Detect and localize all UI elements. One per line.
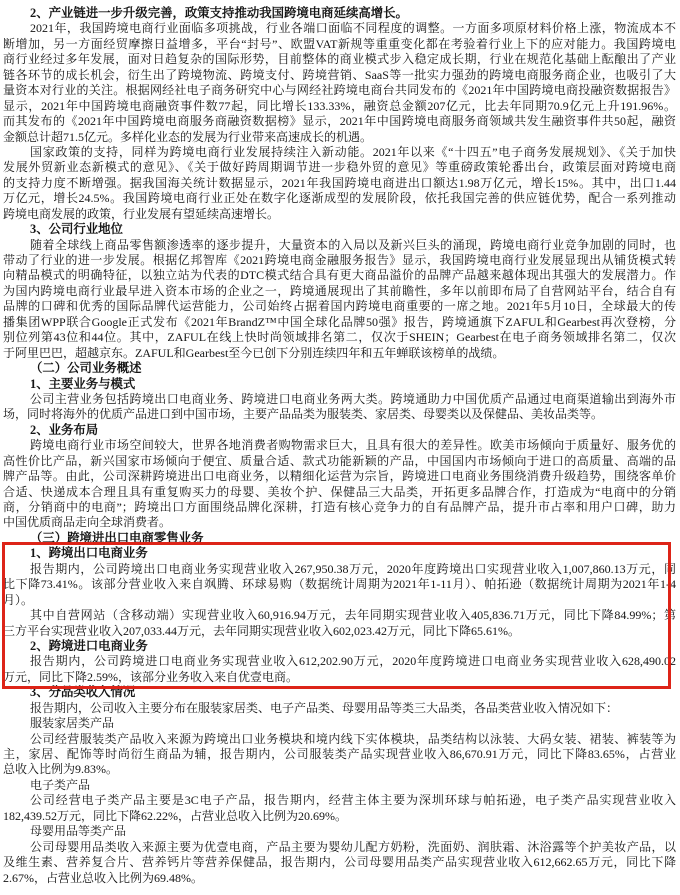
text-line: 显示，2021年中国跨境电商融资事件数77起，同比增长133.33%，融资总金额207亿元，比去年同期70.9亿元上升191.96%。 xyxy=(3,98,676,113)
text-line: 主，家居、配饰等时尚衍生商品为辅，报告期内，公司服装类产品实现营业收入86,670.91万元，同比下降83.65%，占营业 xyxy=(3,747,676,761)
text-line: 报告期内，公司收入主要分布在服装家居类、电子产品类、母婴用品等类三大品类，各品类营业收入情况如下： xyxy=(30,700,619,715)
heading-line: 2、跨境进口电商业务 xyxy=(30,638,148,653)
text-line: 商行业经过多年发展，面对日趋复杂的国际形势，目前整体的商业模式步入稳定成长期，行业在规范化基础上酝酿出了产业 xyxy=(3,52,676,67)
text-line: 报告期内，公司跨境出口电商业务实现营业收入267,950.38万元，2020年度跨境出口实现营业收入1,007,860.13万元，同 xyxy=(30,561,676,576)
text-line: 于阿里巴巴，超越京东。ZAFUL和Gearbest至今已创下分别连续四年和五年蝉联该榜单的战绩。 xyxy=(3,345,505,360)
text-line: 为国内跨境电商行业最早进入资本市场的企业之一，跨境通展现出了其前瞻性，多年以前即布局了自营网站平台，结合自有 xyxy=(3,283,676,298)
text-line: 万亿元，增长24.5%。我国跨境电商行业正处在数字化逐渐成型的发展阶段，依托我国完善的供应链优势，配合一系列推动 xyxy=(3,191,676,206)
text-line: 断增加，另一方面经贸摩擦日益增多，平台“封号”、欧盟VAT新规等重重变化都在考验着行业上下的应对能力。我国跨境电 xyxy=(3,36,676,51)
text-line: 月）。 xyxy=(3,592,34,607)
text-line: 而其发布的《2021年中国跨境电商服务商融资数据榜》显示，2021年中国跨境电商服务商领域共发生融资事件共50起，融资 xyxy=(3,114,676,129)
text-line: 中国优质商品走向全球消费者。 xyxy=(3,515,172,530)
text-line: 场，同时将海外的优质产品进口到中国市场，主要产品品类为服装类、家居类、母婴类以及保健品、美妆品类等。 xyxy=(3,407,604,422)
text-line: 三方平台实现营业收入207,033.44万元，去年同期实现营业收入602,023.42万元，同比下降65.61%。 xyxy=(3,623,520,638)
text-line: 随着全球线上商品零售额渗透率的逐步提升，大量资本的入局以及新兴巨头的涌现，跨境电商行业竞争加剧的同时，也 xyxy=(30,237,676,252)
text-line: 的支持力度不断增强。据我国海关统计数据显示，2021年我国跨境电商进出口额达1.98万亿元，增长15%。其中，出口1.44 xyxy=(3,175,676,190)
text-line: 万元，同比下降2.59%，该部分业务收入来自优壹电商。 xyxy=(3,669,298,684)
text-line: 商，分销商中的电商”；跨境出口方面围绕品牌化深耕，打造有核心竞争力的自有品牌产品，提升市占率和用户口碑，助力 xyxy=(3,500,676,514)
text-line: 国家政策的支持，同样为跨境电商行业发展持续注入新动能。2021年以来《“十四五”电子商务发展规划》、《关于加快 xyxy=(30,144,676,159)
text-line: 2.67%，占营业总收入比例为69.48%。 xyxy=(3,870,203,885)
text-line: 带动了行业的进一步发展。根据亿邦智库《2021跨境电商金融服务报告》显示，我国跨境电商行业发展显现出从铺货模式转 xyxy=(3,253,676,267)
text-line: 量资本对行业的关注。根据网经社电子商务研究中心与网经社跨境电商台共同发布的《2021年中国跨境电商投融资数据报告》 xyxy=(3,83,676,98)
text-line: 及维生素、营养复合片、营养钙片等营养保健品，报告期内，公司母婴用品类产品实现营业收入612,662.65万元，同比下降 xyxy=(3,855,676,870)
text-line: 182,439.52万元，同比下降62.22%，占营业总收入比例为20.69%。 xyxy=(3,808,347,823)
heading-line: 1、主要业务与模式 xyxy=(30,376,136,391)
text-line: 公司经营服装类产品收入来源为跨境出口业务模块和境内线下实体模块，品类结构以泳装、大码女装、裙装、裤装等为 xyxy=(30,731,676,746)
text-line: 其中自营网站（含移动端）实现营业收入60,916.94万元，去年同期实现营业收入405,836.71万元，同比下降84.99%；第 xyxy=(30,608,676,623)
text-line: 发展外贸新业态新模式的意见》、《关于做好跨周期调节进一步稳外贸的意见》等重磅政策轮番出台，政策层面对跨境电商 xyxy=(3,160,676,175)
text-line: 金额总计超71.5亿元。多样化业态的发展为行业带来高速成长的机遇。 xyxy=(3,129,373,144)
heading-line: （三）跨境进出口电商零售业务 xyxy=(30,530,204,545)
text-line: 公司母婴用品类收入来源主要为优壹电商，产品主要为婴幼儿配方奶粉，洗面奶、润肤霜、沐浴露等个护美妆产品，以 xyxy=(30,839,676,854)
text-line: 电子类产品 xyxy=(30,777,91,792)
heading-line: 2、业务布局 xyxy=(30,422,99,437)
text-line: 向精品模式的明确特征，以独立站为代表的DTC模式结合具有更大商品溢价的品牌产品越来越体现出其强大的发展潜力。作 xyxy=(3,268,676,283)
heading-line: 3、分品类收入情况 xyxy=(30,685,136,700)
text-line: 高性价比产品，新兴国家市场倾向于便宜、质量合适、款式功能新颖的产品，中国国内市场倾向于进口的高质量、高端的品 xyxy=(3,453,676,468)
text-line: 跨境电商行业市场空间较大，世界各地消费者购物需求巨大，且具有很大的差异性。欧美市场倾向于质量好、服务优的 xyxy=(30,438,676,453)
heading-line: （二）公司业务概述 xyxy=(30,361,142,376)
text-line: 品牌的口碑和优秀的国际品牌代运营能力，公司始终占据着国内跨境电商重要的一席之地。2021年5月10日，全球最大的传 xyxy=(3,299,676,314)
text-line: 公司主营业务包括跨境出口电商业务、跨境进口电商业务两大类。跨境通助力中国优质产品通过电商渠道输出到海外市 xyxy=(30,391,676,406)
text-line: 播集团WPP联合Google正式发布《2021年BrandZ™中国全球化品牌50强》报告，跨境通旗下ZAFUL和Gearbest再次登榜，分 xyxy=(3,314,676,329)
text-line: 报告期内，公司跨境进口电商业务实现营业收入612,202.90万元，2020年度跨境进口电商业务实现营业收入628,490.02 xyxy=(30,654,676,669)
text-line: 母婴用品等类产品 xyxy=(30,824,127,839)
heading-line: 2、产业链进一步升级完善，政策支持推动我国跨境电商延续高增长。 xyxy=(30,6,408,20)
text-line: 总收入比例为9.83%。 xyxy=(3,762,118,777)
text-line: 比下降73.41%。该部分营业收入来自飒腾、环球易购（数据统计周期为2021年1-11月）、帕拓逊（数据统计周期为2021年1-4 xyxy=(3,577,676,592)
text-line: 2021年，我国跨境电商行业面临多项挑战，行业各端口面临不同程度的调整。一方面多项原材料价格上涨，物流成本不 xyxy=(30,21,676,36)
text-line: 合适、快递成本合理且具有重复购买力的母婴、美妆个护、保健品三大品类，开拓更多品牌合作，打造成为“电商中的分销 xyxy=(3,484,676,499)
text-line: 别位列第43位和44位。其中，ZAFUL在线上快时尚领域排名第二，仅次于SHEIN；Gearbest在电子商务领域排名第二，仅次 xyxy=(3,330,676,345)
text-line: 跨境电商发展的政策，行业发展有望延续高速增长。 xyxy=(3,206,280,221)
text-line: 链各环节的成长机会，衍生出了跨境物流、跨境支付、跨境营销、SaaS等一批实力强劲的跨境电商服务商企业，也吸引了大 xyxy=(3,67,676,82)
text-line: 服装家居类产品 xyxy=(30,716,115,731)
text-line: 公司经营电子类产品主要是3C电子产品，报告期内，经营主体主要为深圳环球与帕拓逊，电子类产品实现营业收入 xyxy=(30,793,676,808)
heading-line: 1、跨境出口电商业务 xyxy=(30,546,148,561)
text-line: 牌产品等。由此，公司深耕跨境进出口电商业务，以精细化运营为宗旨，跨境进口电商业务围绕消费升级趋势，围绕客单价 xyxy=(3,469,676,484)
heading-line: 3、公司行业地位 xyxy=(30,222,123,237)
